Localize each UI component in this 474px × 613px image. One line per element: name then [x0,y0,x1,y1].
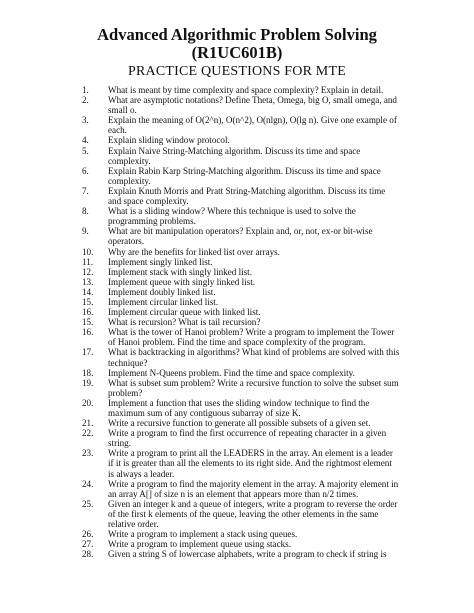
question-text: Write a program to implement queue using stacks. [108,539,291,550]
question-text: Given an integer k and a queue of integers, write a program to reverse the order of the first k elements of the queue, leaving the other elements in the same relative order. [108,498,398,530]
question-number: 18. [82,367,94,378]
document-title: Advanced Algorithmic Problem Solving [97,25,377,44]
question-text: Given a string S of lowercase alphabets, write a program to check if string is [108,549,387,560]
question-number: 3. [82,115,89,126]
question-text: What is subset sum problem? Write a recursive function to solve the subset sum problem? [108,377,399,398]
course-code: (R1UC601B) [191,43,283,62]
question-item [82,186,400,206]
question-number: 15. [82,317,94,328]
question-item [82,287,400,297]
document-subtitle: PRACTICE QUESTIONS FOR MTE [128,64,346,79]
question-text: Implement singly linked list. [108,256,213,267]
question-number: 17. [82,347,94,358]
question-item [82,448,400,478]
question-number: 8. [82,206,89,217]
question-text: Explain Rabin Karp String-Matching algorithm. Discuss its time and space complexity. [108,165,381,186]
question-number: 20. [82,397,94,408]
question-item [82,327,400,347]
question-number: 19. [82,377,94,388]
question-text: Implement stack with singly linked list. [108,266,252,277]
question-item [82,499,400,529]
question-text: Write a recursive function to generate all possible subsets of a given set. [108,418,371,429]
question-item [82,428,400,448]
question-text: Write a program to find the majority element in the array. A majority element in an array A[] of size n is an element that appears more than n/2 times. [108,478,399,499]
question-item [82,115,400,135]
question-text: What are bit manipulation operators? Explain and, or, not, ex-or bit-wise operators. [108,226,373,247]
question-text: Explain sliding window protocol. [108,135,230,146]
question-text: What is backtracking in algorithms? What kind of problems are solved with this technique? [108,347,400,368]
question-item [82,398,400,418]
question-item [82,146,400,166]
question-item [82,539,400,549]
question-number: 9. [82,226,89,237]
question-text: What is the tower of Hanoi problem? Write a program to implement the Tower of Hanoi problem. Find the time and space complexity of the program. [108,327,395,348]
question-item [82,368,400,378]
question-number: 16. [82,307,94,318]
question-item [82,166,400,186]
question-number: 27. [82,539,94,550]
question-item [82,549,400,559]
question-number: 12. [82,266,94,277]
question-text: Implement circular linked list. [108,296,219,307]
question-item [82,95,400,115]
question-text: Write a program to print all the LEADERS in the array. An element is a leader if it is greater than all the elements to its right side. And the rightmost element is always a leader. [108,448,393,479]
question-number: 5. [82,145,89,156]
question-item [82,257,400,267]
question-text: Write a program to implement a stack using queues. [108,529,298,540]
question-text: Implement N-Queens problem. Find the time and space complexity. [108,367,355,378]
question-number: 4. [82,135,89,146]
question-number: 26. [82,529,94,540]
question-text: Implement queue with singly linked list. [108,276,255,287]
question-number: 13. [82,276,94,287]
question-number: 21. [82,418,94,429]
question-item [82,317,400,327]
question-number: 14. [82,286,94,297]
question-item [82,297,400,307]
question-item [82,85,400,95]
question-number: 6. [82,165,89,176]
question-item [82,226,400,246]
question-list [82,85,400,559]
question-number: 28. [82,549,94,560]
question-number: 16. [82,327,94,338]
question-item [82,378,400,398]
question-item [82,479,400,499]
question-item [82,135,400,145]
question-text: Why are the benefits for linked list over arrays. [108,246,280,257]
question-number: 15. [82,296,94,307]
question-text: Implement a function that uses the sliding window technique to find the maximum sum of any contiguous subarray of size K. [108,397,370,418]
question-item [82,529,400,539]
question-text: Explain Naive String-Matching algorithm. Discuss its time and space complexity. [108,145,361,166]
question-item [82,418,400,428]
question-text: What is a sliding window? Where this technique is used to solve the programming problems. [108,206,356,227]
question-item [82,247,400,257]
question-number: 11. [82,256,94,267]
question-item [82,277,400,287]
question-text: Implement circular queue with linked list. [108,307,261,318]
question-text: What are asymptotic notations? Define Theta, Omega, big O, small omega, and small o. [108,95,397,116]
question-number: 7. [82,185,89,196]
question-number: 2. [82,95,89,106]
question-item [82,206,400,226]
question-text: Write a program to find the first occurrence of repeating character in a given string. [108,428,387,449]
question-text: Implement doubly linked list. [108,286,216,297]
question-text: What is recursion? What is tail recursion? [108,317,261,328]
question-item [82,307,400,317]
question-text: Explain Knuth Morris and Pratt String-Matching algorithm. Discuss its time and space complexity. [108,185,386,207]
question-number: 10. [82,246,94,257]
question-number: 23. [82,448,94,459]
question-number: 25. [82,498,94,509]
question-text: What is meant by time complexity and space complexity? Explain in detail. [108,85,384,95]
question-item [82,347,400,367]
question-number: 24. [82,478,94,489]
question-text: Explain the meaning of O(2^n), O(n^2), O(nlgn), O(lg n). Give one example of each. [108,115,397,136]
question-item [82,267,400,277]
question-number: 22. [82,428,94,439]
question-number: 1. [82,85,89,95]
